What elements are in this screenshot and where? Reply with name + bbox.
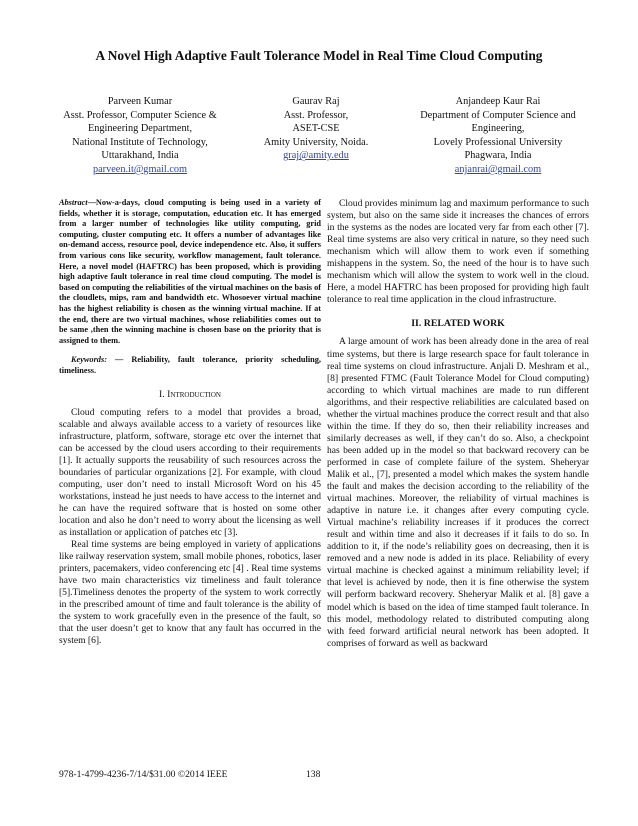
- author-block-3: [396, 95, 600, 177]
- author-affiliation-line: ASET-CSE: [292, 123, 340, 135]
- author-affiliation-line: Amity University, Noida.: [263, 136, 369, 148]
- author-email-link[interactable]: anjanrai@gmail.com: [454, 163, 542, 175]
- body-paragraph: Cloud provides minimum lag and maximum performance to such system, but also on the same side it increases the chances of errors in the systems as the nodes are located very far from each other [7]. Real time systems are also very critical in nature, so they need such mechanism which will allow them to work even if something mishappens in the system. So, the need of the hour is to have such mechanism which will allow the system to work well in the cloud. Here, a model HAFTRC has been proposed for providing high fault tolerance to real time application in the cloud infrastructure.: [327, 198, 589, 306]
- author-name: Anjandeep Kaur Rai: [455, 96, 541, 107]
- body-paragraph: A large amount of work has been already done in the area of real time systems, but there is large research space for fault tolerance in real time systems on cloud infrastructure. Anjali D. Meshram et al., [8] presented FTMC (Fault Tolerance Model for Cloud computing) according to which virtual machines are made to run different algorithms, and their respective reliabilities are calculated based on whether the virtual machines produce the correct result and that also within the time. If they do so, then their reliability increases and similarly decreases as well, if they can’t do so. Also, a checkpoint has been added up in the model so that backward recovery can be performed in case of complete failure of the system. Sheheryar Malik et al., [7], presented a model which makes the system handle the fault and makes the decision according to the reliability of the virtual machines. Moreover, the reliability of virtual machines is adaptive in nature i.e. it changes after every computing cycle. Virtual machine’s reliability increases if it produces the correct result and within time and also it decreases if it fails to do so. In addition to it, if the node’s reliability goes on decreasing, then it is removed and a new node is added in its place. Reliability of every virtual machine is checked against a minimum reliability level; if that level is achieved by node, then it is fine otherwise the system will perform backward recovery. Sheheryar Malik et al. [8] gave a model which is based on the idea of time stamped fault tolerance. In this model, methodology related to distributed computing along with feed forward artificial neural network has been adopted. It comprises of forward as well as backward: [327, 336, 589, 649]
- author-name: Gaurav Raj: [292, 96, 340, 107]
- author-affiliation-line: Lovely Professional University: [433, 136, 563, 148]
- keywords-label: Keywords:: [71, 355, 107, 365]
- author-affiliation-line: Uttarakhand, India: [101, 150, 179, 162]
- abstract: [59, 198, 321, 346]
- body-paragraph: Cloud computing refers to a model that provides a broad, scalable and always available access to a variety of resources like infrastructure, platform, software, storage etc over the internet that can be accessed by the cloud users according to their requirements [1]. It actually supports the reusability of such resources across the boundaries of particular organizations [2]. For example, with cloud computing, user don’t need to install Microsoft Word on his 45 workstations, instead he just needs to have access to the internet and he can have the required software that is hosted on some other location and also he don’t need to worry about the licensing as well as installation or application of patches etc [3].: [59, 406, 321, 539]
- abstract-label: Abstract: [59, 198, 88, 207]
- body-paragraph: Real time systems are being employed in variety of applications like railway reservation system, small mobile phones, robotics, laser printers, pacemakers, video conferencing etc [4] . Real time systems have two main characteristics viz timeliness and fault tolerance [5].Timeliness denotes the property of the system to work correctly in the prescribed amount of time and fault tolerance is the ability of the system to work gracefully even in the presence of the fault, so that the user doesn’t get to know that any fault has occurred in the system [6].: [59, 539, 321, 647]
- author-email-link[interactable]: parveen.it@gmail.com: [92, 163, 188, 175]
- author-affiliation-line: Engineering Department,: [87, 123, 193, 135]
- author-affiliation-line: Asst. Professor,: [283, 109, 349, 121]
- section-heading-introduction: I. Introduction: [159, 388, 221, 400]
- copyright-footer: 978-1-4799-4236-7/14/$31.00 ©2014 IEEE: [59, 769, 228, 780]
- page-number: 138: [306, 769, 321, 780]
- author-affiliation-line: National Institute of Technology,: [72, 136, 208, 148]
- section-heading-related-work: II. RELATED WORK: [411, 318, 505, 330]
- abstract-text: —Now-a-days, cloud computing is being used in a variety of fields, whether it is storage, computation, education etc. It has emerged from a larger number of technologies like utility computing, grid computing, cluster computing etc. It offers a number of advantages like on-demand access, resource pool, device independence etc. Also, it suffers from various cons like security, workflow management, fault tolerance. Here, a novel model (HAFTRC) has been proposed, which is providing high adaptive fault tolerance in real time cloud computing. The model is based on computing the reliabilities of the virtual machines on the basis of the cloudlets, mips, ram and bandwidth etc. Whosoever virtual machine has the highest reliability is chosen as the winning virtual machine. If at the end, there are two virtual machines, whose reliabilities comes out to be same ,then the winning machine is chosen base on the priority that is assigned to them.: [59, 198, 321, 345]
- author-block-1: [50, 95, 230, 177]
- keywords: [59, 355, 321, 376]
- author-email-link[interactable]: graj@amity.edu: [283, 150, 349, 162]
- paper-title: A Novel High Adaptive Fault Tolerance Model in Real Time Cloud Computing: [95, 48, 543, 63]
- author-block-2: [236, 95, 396, 163]
- author-affiliation-line: Department of Computer Science and: [420, 109, 576, 121]
- author-name: Parveen Kumar: [107, 96, 173, 107]
- right-column: [327, 198, 589, 650]
- author-affiliation-line: Engineering,: [471, 123, 525, 135]
- author-affiliation-line: Phagwara, India: [464, 150, 532, 162]
- left-column: [59, 198, 321, 647]
- keywords-text: — Reliability, fault tolerance, priority scheduling, timeliness.: [59, 355, 321, 375]
- author-affiliation-line: Asst. Professor, Computer Science &: [63, 109, 217, 121]
